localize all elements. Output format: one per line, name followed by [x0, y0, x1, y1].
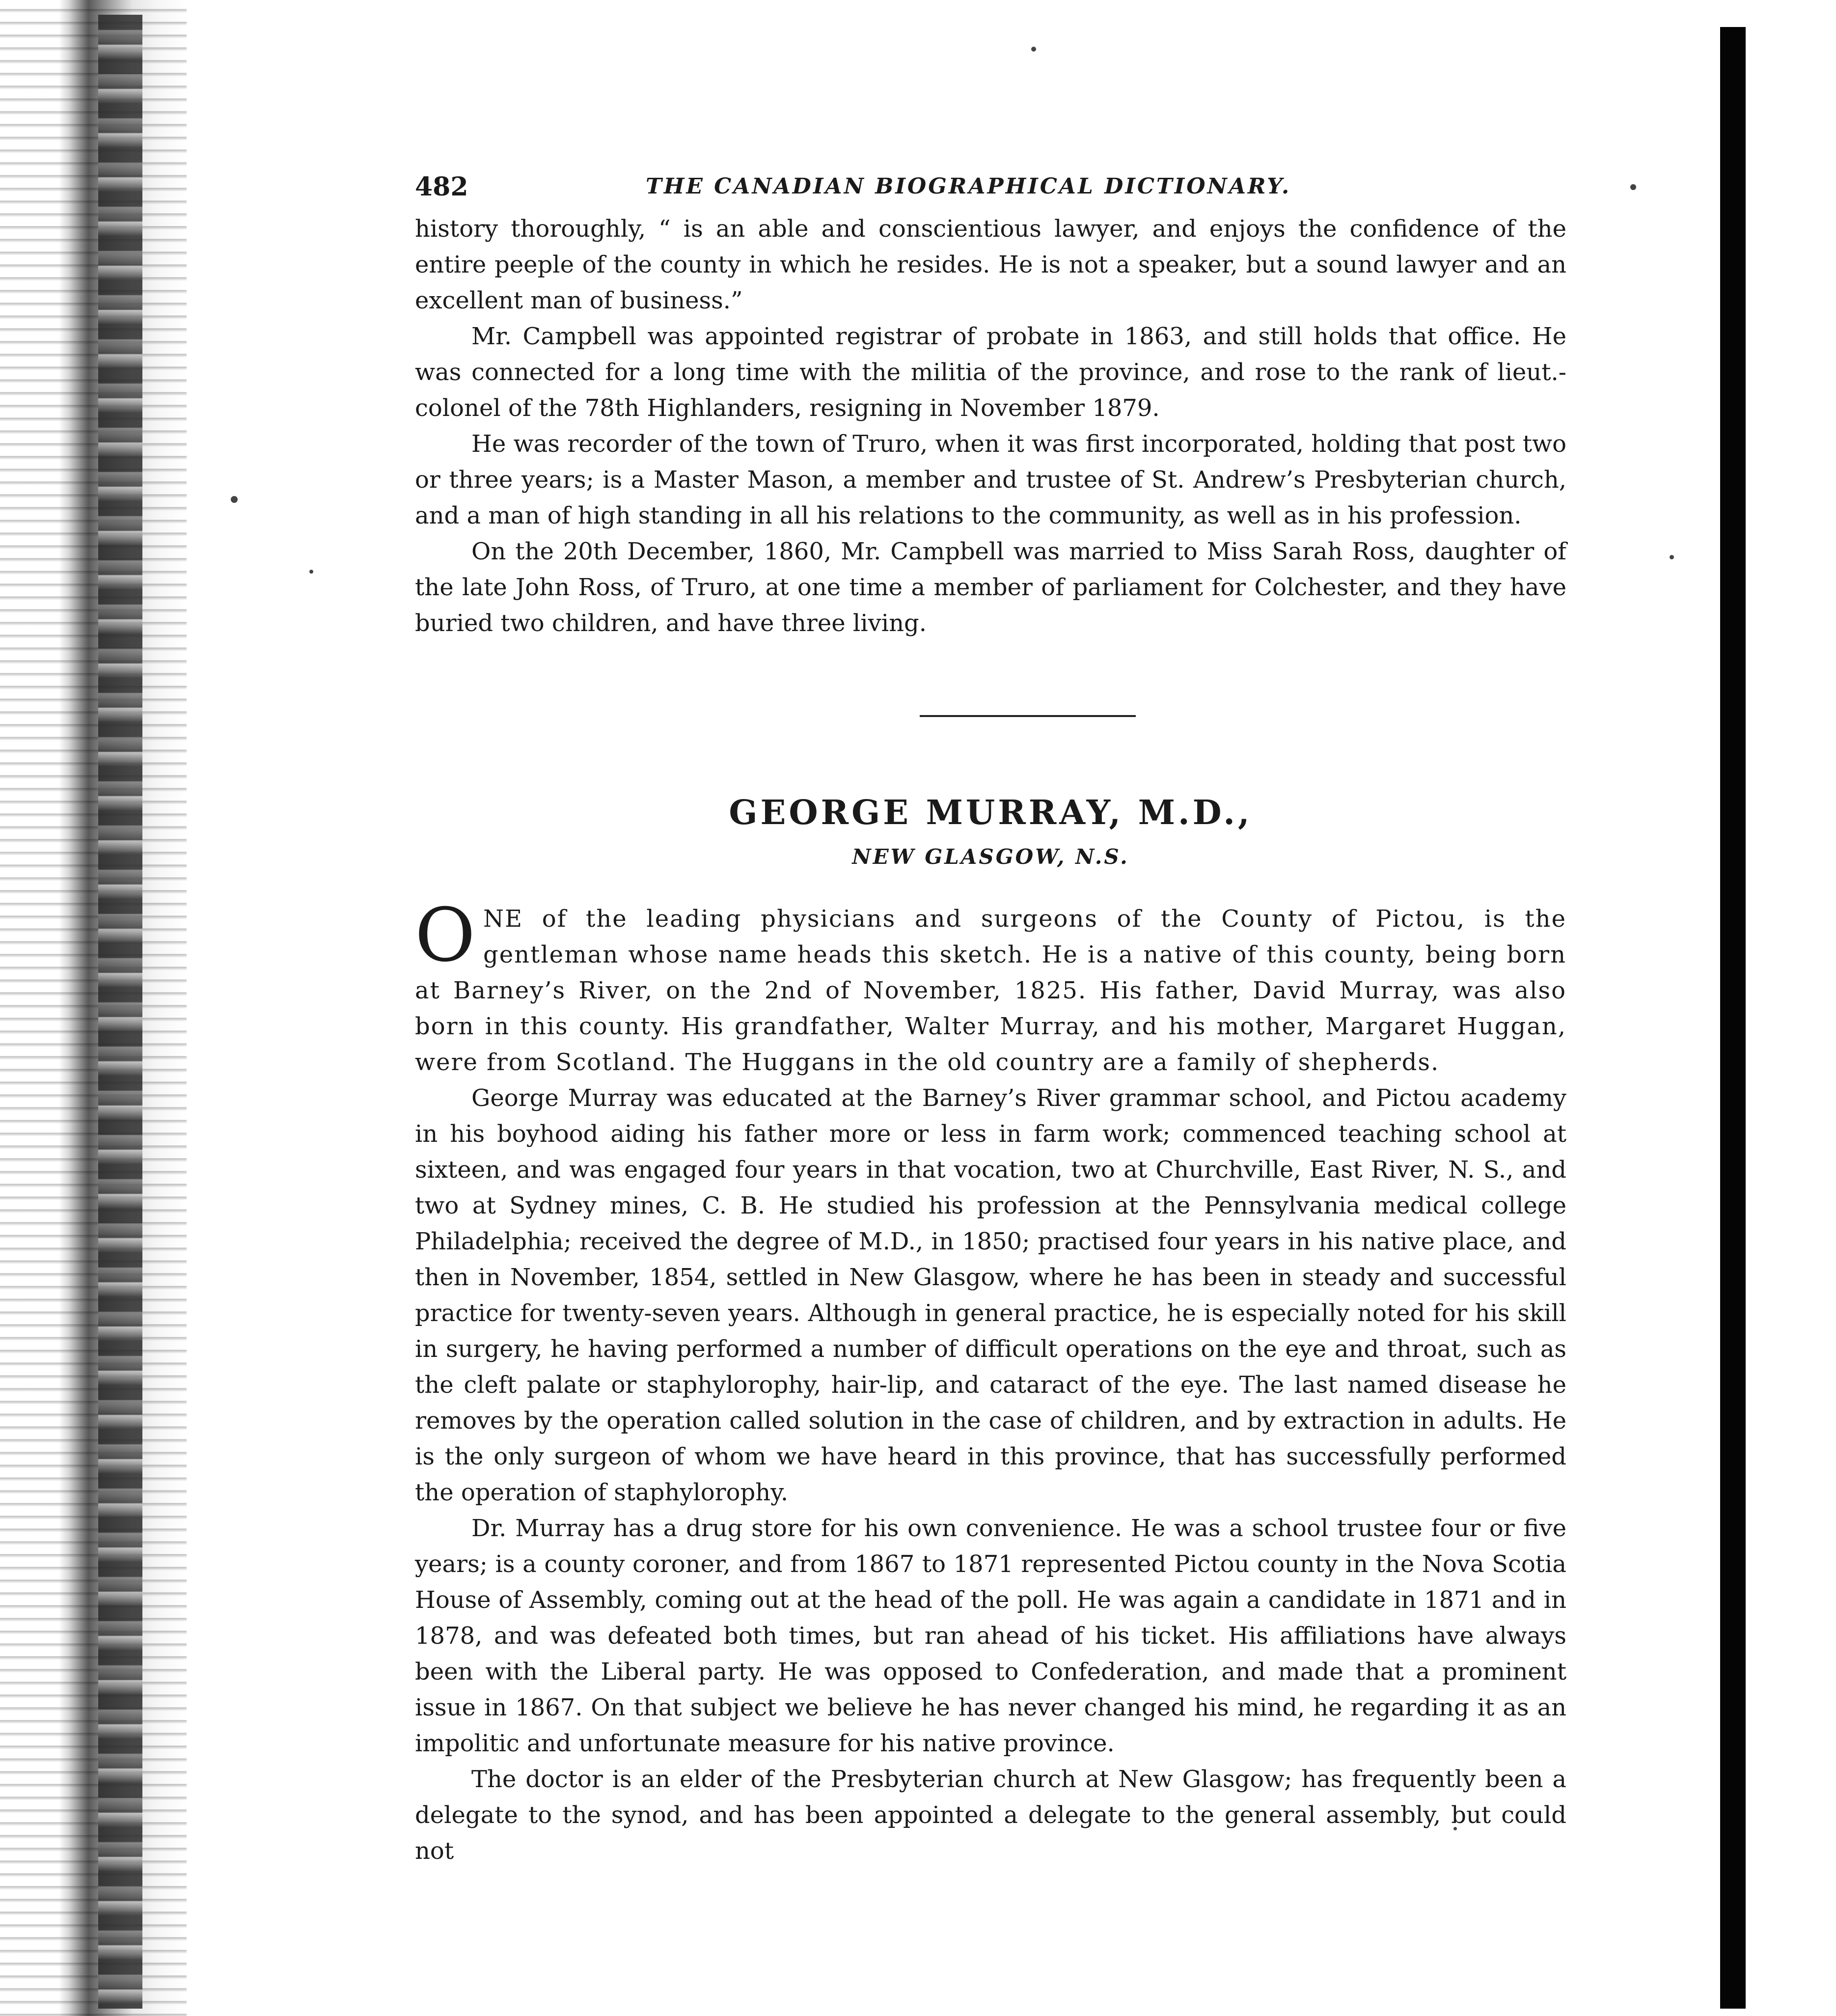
opening-paragraph — [415, 893, 1566, 1080]
opening-paragraph-text: NE of the leading physicians and surgeons of the County of Pictou, is the gentleman whose name heads this sketch. He is a native of this county, being born at Barney’s River, on the 2nd of November, 1825. His father, David Murray, was also born in this county. His grandfather, Walter Murray, and his mother, Margaret Huggan, were from Scotland. The Huggans in the old country are a family of shepherds. — [415, 905, 1566, 1076]
scan-left-edge — [0, 0, 187, 2016]
entry-title: GEORGE MURRAY, M.D., — [729, 793, 1253, 832]
page-number: 482 — [415, 172, 468, 202]
paragraph: Dr. Murray has a drug store for his own convenience. He was a school trustee four or five years; is a county coroner, and from 1867 to 1871 represented Pictou county in the Nova Scotia House of Assembly, coming out at the head of the poll. He was again a candidate in 1871 and in 1878, and was defeated both times, but ran ahead of his ticket. His affiliations have always been with the Liberal party. He was opposed to Confederation, and made that a prominent issue in 1867. On that subject we believe he has never changed his mind, he regarding it as an impolitic and unfortunate measure for his native province. — [415, 1515, 1566, 1757]
paragraph: On the 20th December, 1860, Mr. Campbell was married to Miss Sarah Ross, daughter of the late John Ross, of Truro, at one time a member of parliament for Colchester, and they have buried two children, and have three living. — [415, 538, 1566, 637]
document-page — [415, 167, 1566, 1869]
paragraph: George Murray was educated at the Barney’s River grammar school, and Pictou academy in his boyhood aiding his father more or less in farm work; commenced teaching school at sixteen, and was engaged four years in that vocation, two at Churchville, East River, N. S., and two at Sydney mines, C. B. He studied his profession at the Pennsylvania medical college Philadelphia; received the degree of M.D., in 1850; practised four years in his native place, and then in November, 1854, settled in New Glasgow, where he has been in steady and successful practice for twenty-seven years. Although in general practice, he is especially noted for his skill in surgery, he having performed a number of difficult operations on the eye and throat, such as the cleft palate or staphylorophy, hair-lip, and cataract of the eye. The last named disease he removes by the operation called solution in the case of children, and by extraction in adults. He is the only surgeon of whom we have heard in this province, that has successfully performed the operation of staphylorophy. — [415, 1084, 1566, 1506]
paragraph: The doctor is an elder of the Presbyterian church at New Glasgow; has frequently been a delegate to the synod, and has been appointed a delegate to the general assembly, but could not — [415, 1766, 1566, 1865]
running-title: THE CANADIAN BIOGRAPHICAL DICTIONARY. — [646, 174, 1291, 199]
paragraph: Mr. Campbell was appointed registrar of probate in 1863, and still holds that office. He was connected for a long time with the militia of the province, and rose to the rank of lieut.-colonel of the 78th Highlanders, resigning in November 1879. — [415, 323, 1566, 422]
previous-entry-continuation — [415, 211, 1566, 641]
running-header — [415, 167, 1566, 211]
entry-location: NEW GLASGOW, N.S. — [852, 845, 1129, 869]
scan-right-edge-bar — [1720, 27, 1746, 2009]
section-divider — [920, 715, 1136, 717]
drop-cap: O — [415, 893, 475, 978]
paragraph: history thoroughly, “ is an able and conscientious lawyer, and enjoys the confidence of the entire peeple of the county in which he resides. He is not a speaker, but a sound lawyer and an excellent man of business.” — [415, 215, 1566, 314]
paragraph: He was recorder of the town of Truro, when it was first incorporated, holding that post two or three years; is a Master Mason, a member and trustee of St. Andrew’s Presbyterian church, and a man of high standing in all his relations to the community, as well as in his profession. — [415, 430, 1566, 529]
scan-binding-shadow — [98, 15, 142, 2009]
